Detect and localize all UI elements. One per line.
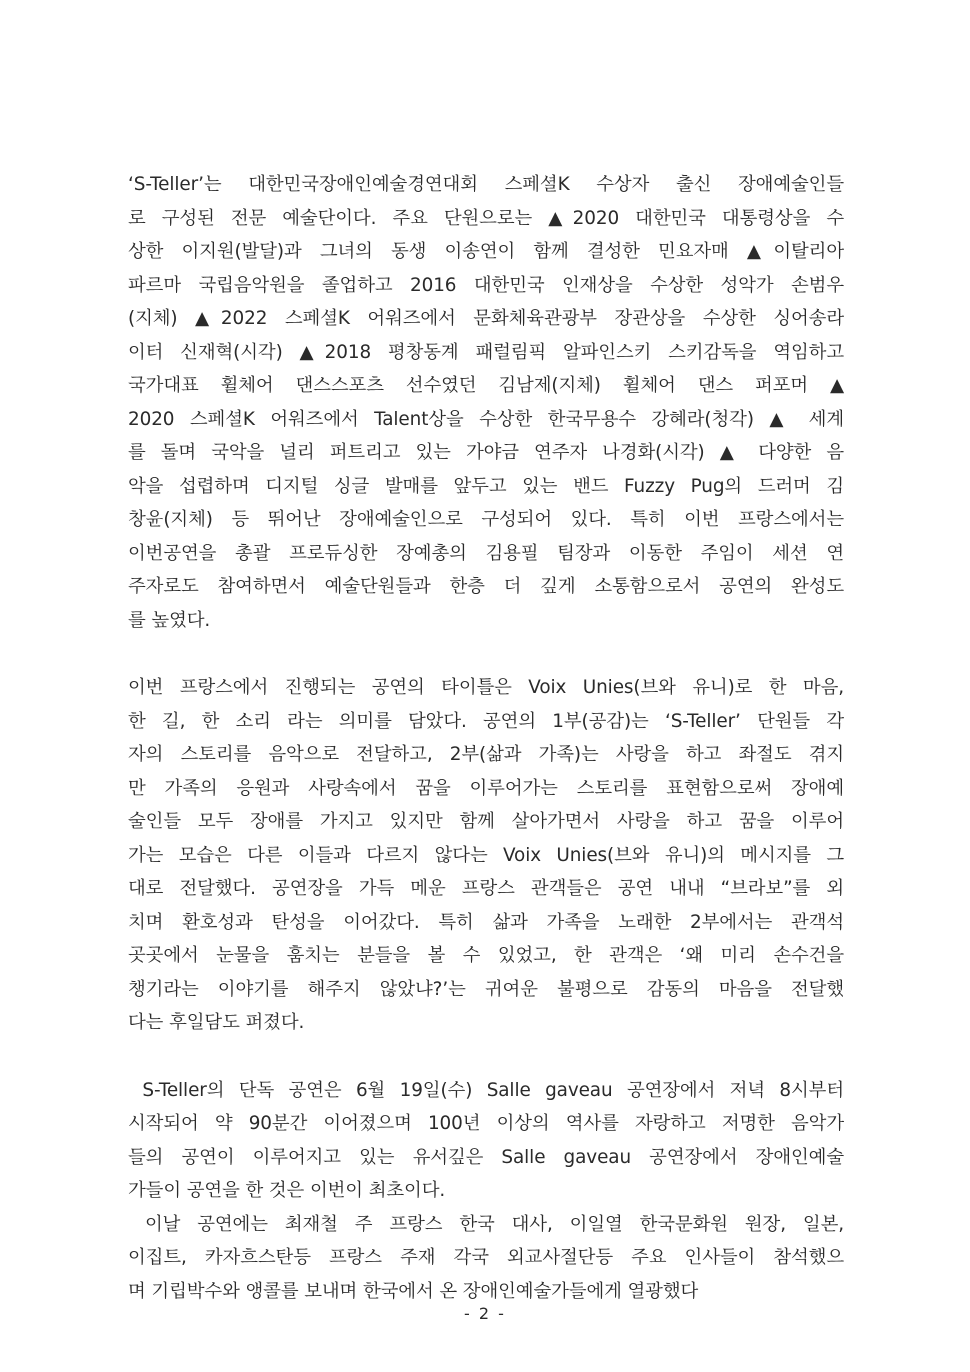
document-body <box>128 168 844 1308</box>
text-line: 악을 섭렵하며 디지털 싱글 발매를 앞두고 있는 밴드 Fuzzy Pug의 드러머 김 <box>128 475 844 497</box>
text-line: 이터 신재혁(시각) ▲2018 평창동계 패럴림픽 알파인스키 스키감독을 역임하고 <box>128 341 844 363</box>
text-line: 한 길, 한 소리 라는 의미를 담았다. 공연의 1부(공감)는 ‘S-Teller’ 단원들 각 <box>128 710 844 732</box>
text-line: ‘S-Teller’는 대한민국장애인예술경연대회 스페셜K 수상자 출신 장애예술인들 <box>128 174 844 195</box>
text-line: 곳곳에서 눈물을 훔치는 분들을 볼 수 있었고, 한 관객은 ‘왜 미리 손수건을 <box>128 945 844 966</box>
text-line: 파르마 국립음악원을 졸업하고 2016 대한민국 인재상을 수상한 성악가 손범우 <box>128 274 844 296</box>
text-line: 이날 공연에는 최재철 주 프랑스 한국 대사, 이일열 한국문화원 원장, 일본, <box>128 1213 844 1235</box>
text-line: 치며 환호성과 탄성을 이어갔다. 특히 삶과 가족을 노래한 2부에서는 관객석 <box>128 911 844 933</box>
text-line: 대로 전달했다. 공연장을 가득 메운 프랑스 관객들은 공연 내내 “브라보”를 외 <box>128 878 844 899</box>
paragraph-spacer <box>128 637 844 671</box>
text-line: 를 돌며 국악을 널리 퍼트리고 있는 가야금 연주자 나경화(시각) ▲ 다양한 음 <box>128 442 844 463</box>
text-line: 챙기라는 이야기를 해주지 않았냐?’는 귀여운 불평으로 감동의 마음을 전달했 <box>128 978 844 1000</box>
text-line: 이번공연을 총괄 프로듀싱한 장예총의 김용필 팀장과 이동한 주임이 세션 연 <box>128 542 844 564</box>
text-line: 로 구성된 전문 예술단이다. 주요 단원으로는 ▲2020 대한민국 대통령상을 수 <box>128 207 844 229</box>
text-line: 가는 모습은 다른 이들과 다르지 않다는 Voix Unies(브와 유니)의 메시지를 그 <box>128 844 844 866</box>
paragraph-title-meaning <box>128 671 844 1040</box>
text-line: 다는 후일담도 퍼졌다. <box>128 1012 305 1033</box>
text-line: 며 기립박수와 앵콜를 보내며 한국에서 온 장애인예술가들에게 열광했다 <box>128 1280 699 1302</box>
text-line: S-Teller의 단독 공연은 6월 19일(수) Salle gaveau 공연장에서 저녁 8시부터 <box>128 1079 844 1101</box>
paragraph-intro <box>128 168 844 637</box>
text-line: 만 가족의 응원과 사랑속에서 꿈을 이루어가는 스토리를 표현함으로써 장애예 <box>128 777 844 799</box>
text-line: 이집트, 카자흐스탄등 프랑스 주재 각국 외교사절단등 주요 인사들이 참석했으 <box>128 1247 844 1268</box>
text-line: 창윤(지체) 등 뛰어난 장애예술인으로 구성되어 있다. 특히 이번 프랑스에서는 <box>128 509 844 530</box>
text-line: 국가대표 휠체어 댄스스포츠 선수였던 김남제(지체) 휠체어 댄스 퍼포머 ▲ <box>128 375 844 396</box>
text-line: 주자로도 참여하면서 예술단원들과 한층 더 깊게 소통함으로서 공연의 완성도 <box>128 576 844 597</box>
text-line: 가들이 공연을 한 것은 이번이 최초이다. <box>128 1180 446 1201</box>
paragraph-spacer <box>128 1040 844 1074</box>
text-line: 상한 이지원(발달)과 그녀의 동생 이송연이 함께 결성한 민요자매 ▲이탈리아 <box>128 241 844 262</box>
text-line: (지체) ▲2022 스페셜K 어워즈에서 문화체육관광부 장관상을 수상한 싱어송라 <box>128 308 844 329</box>
paragraph-concert-details <box>128 1074 844 1208</box>
text-line: 이번 프랑스에서 진행되는 공연의 타이틀은 Voix Unies(브와 유니)로 한 마음, <box>128 677 844 698</box>
text-line: 를 높였다. <box>128 609 211 631</box>
text-line: 시작되어 약 90분간 이어졌으며 100년 이상의 역사를 자랑하고 저명한 음악가 <box>128 1113 844 1134</box>
paragraph-guests <box>128 1208 844 1309</box>
page-number: - 2 - <box>464 1304 506 1323</box>
text-line: 2020 스페셜K 어워즈에서 Talent상을 수상한 한국무용수 강혜라(청각) ▲ 세계 <box>128 408 844 430</box>
text-line: 술인들 모두 장애를 가지고 있지만 함께 살아가면서 사랑을 하고 꿈을 이루어 <box>128 811 844 832</box>
text-line: 들의 공연이 이루어지고 있는 유서깊은 Salle gaveau 공연장에서 장애인예술 <box>128 1146 844 1168</box>
text-line: 자의 스토리를 음악으로 전달하고, 2부(삶과 가족)는 사랑을 하고 좌절도 겪지 <box>128 744 844 765</box>
